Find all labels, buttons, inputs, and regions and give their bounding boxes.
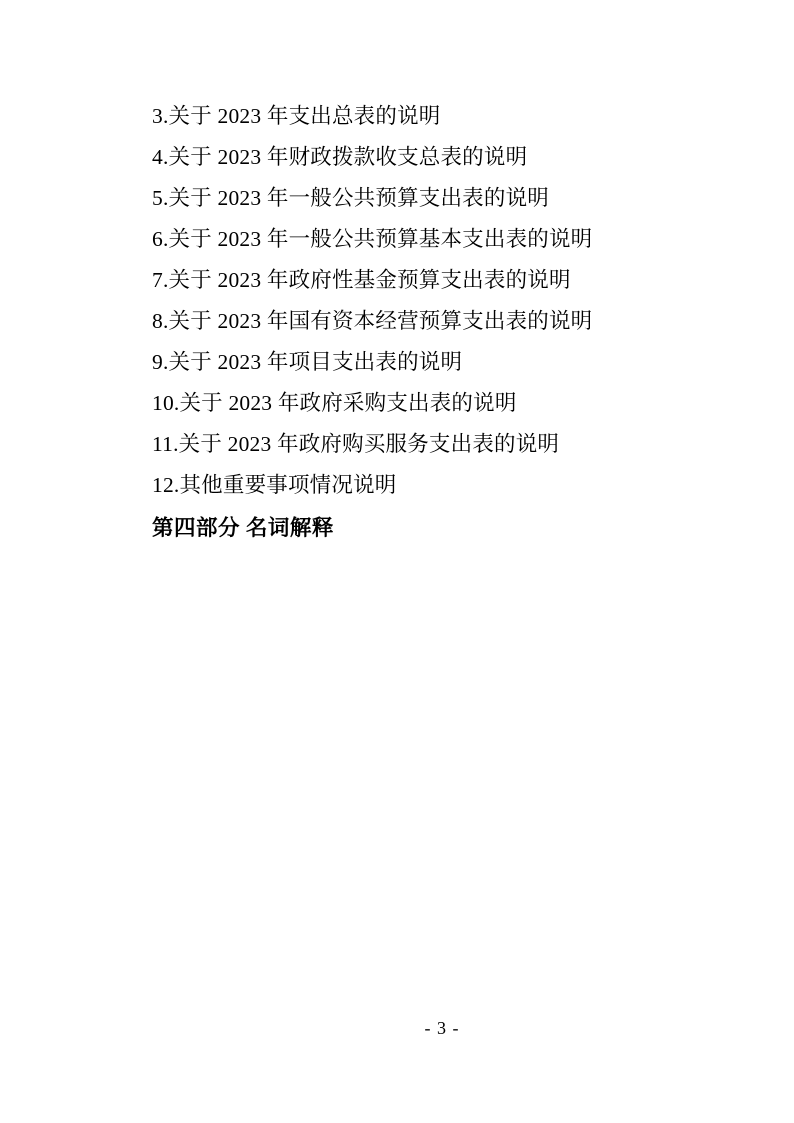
list-item: 7.关于 2023 年政府性基金预算支出表的说明 [152,268,571,292]
page-number: - 3 - [424,1018,460,1038]
list-item: 11.关于 2023 年政府购买服务支出表的说明 [152,432,560,456]
list-item: 6.关于 2023 年一般公共预算基本支出表的说明 [152,227,593,251]
list-item: 4.关于 2023 年财政拨款收支总表的说明 [152,145,528,169]
list-item: 5.关于 2023 年一般公共预算支出表的说明 [152,186,549,210]
list-item: 10.关于 2023 年政府采购支出表的说明 [152,391,517,415]
list-item: 3.关于 2023 年支出总表的说明 [152,104,441,128]
list-item: 12.其他重要事项情况说明 [152,473,397,497]
list-item: 8.关于 2023 年国有资本经营预算支出表的说明 [152,309,593,333]
list-item: 9.关于 2023 年项目支出表的说明 [152,350,463,374]
section-heading: 第四部分 名词解释 [152,516,334,540]
table-of-contents [152,96,652,549]
